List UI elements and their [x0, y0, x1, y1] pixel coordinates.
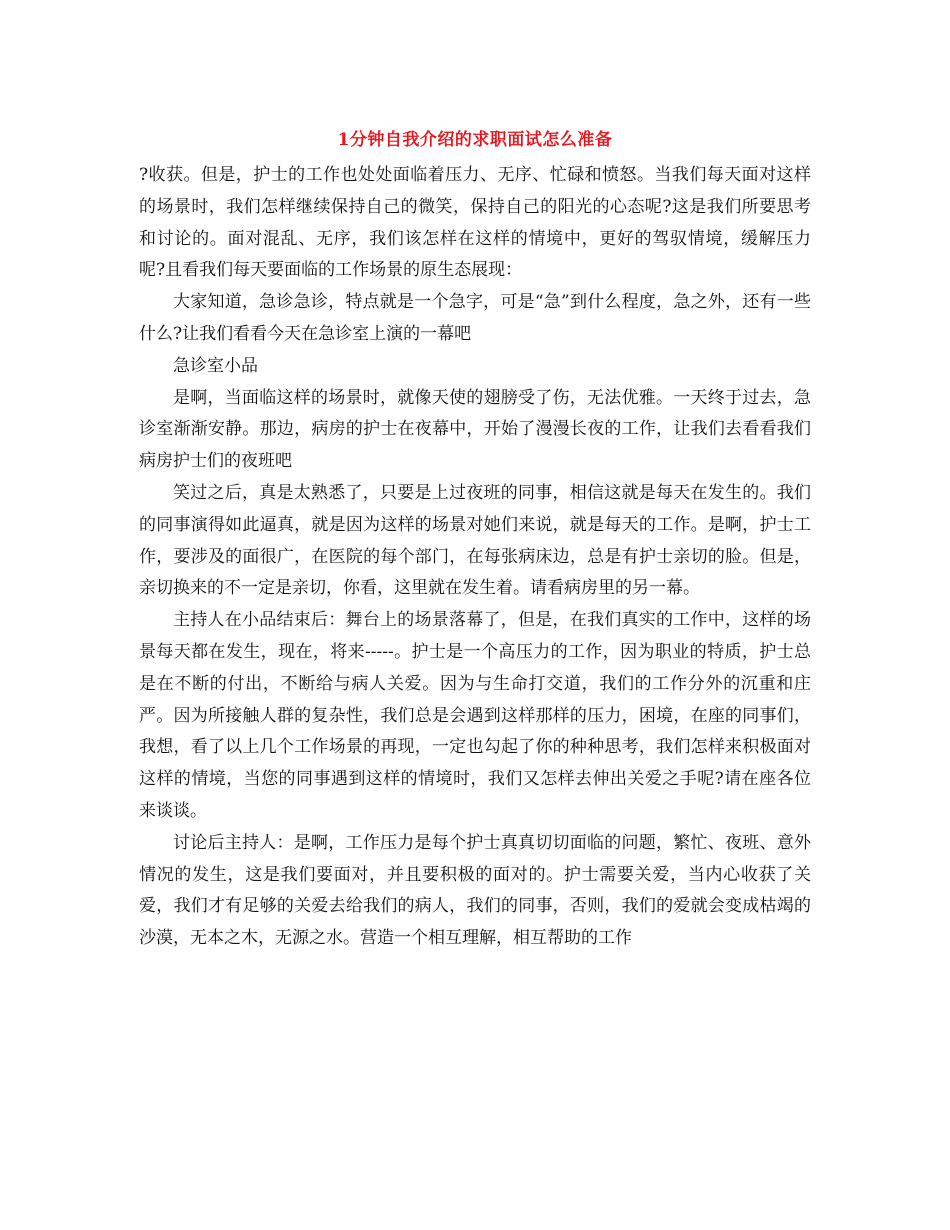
- paragraph-5: 笑过之后，真是太熟悉了，只要是上过夜班的同事，相信这就是每天在发生的。我们的同事演得如此逼真，就是因为这样的场景对她们来说，就是每天的工作。是啊，护士工作，要涉及的面很广，在医院的每个部门，在每张病床边，总是有护士亲切的脸。但是，亲切换来的不一定是亲切，你看，这里就在发生着。请看病房里的另一幕。: [139, 482, 811, 599]
- paragraph-7: 讨论后主持人：是啊，工作压力是每个护士真真切切面临的问题，繁忙、夜班、意外情况的发生，这是我们要面对，并且要积极的面对的。护士需要关爱，当内心收获了关爱，我们才有足够的关爱去给我们的病人，我们的同事，否则，我们的爱就会变成枯竭的沙漠，无本之木，无源之水。营造一个相互理解，相互帮助的工作: [139, 832, 811, 949]
- paragraph-6: 主持人在小品结束后：舞台上的场景落幕了，但是，在我们真实的工作中，这样的场景每天都在发生，现在，将来-----。护士是一个高压力的工作，因为职业的特质，护士总是在不断的付出，不断给与病人关爱。因为与生命打交道，我们的工作分外的沉重和庄严。因为所接触人群的复杂性，我们总是会遇到这样那样的压力，困境，在座的同事们，我想，看了以上几个工作场景的再现，一定也勾起了你的种种思考，我们怎样来积极面对这样的情境，当您的同事遇到这样的情境时，我们又怎样去伸出关爱之手呢?请在座各位来谈谈。: [139, 610, 811, 821]
- paragraph-3: 急诊室小品: [173, 355, 258, 376]
- paragraph-1: ?收获。但是，护士的工作也处处面临着压力、无序、忙碌和愤怒。当我们每天面对这样的场景时，我们怎样继续保持自己的微笑，保持自己的阳光的心态呢?这是我们所要思考和讨论的。面对混乱、无序，我们该怎样在这样的情境中，更好的驾驭情境，缓解压力呢?且看我们每天要面临的工作场景的原生态展现：: [139, 165, 811, 281]
- paragraph-4: 是啊，当面临这样的场景时，就像天使的翅膀受了伤，无法优雅。一天终于过去，急诊室渐渐安静。那边，病房的护士在夜幕中，开始了漫漫长夜的工作，让我们去看看我们病房护士们的夜班吧: [139, 387, 811, 472]
- document-body: [139, 160, 811, 955]
- document-title: 1分钟自我介绍的求职面试怎么准备: [337, 130, 613, 150]
- paragraph-2: 大家知道，急诊急诊，特点就是一个急字，可是“急”到什么程度，急之外，还有一些什么?让我们看看今天在急诊室上演的一幕吧: [139, 292, 811, 344]
